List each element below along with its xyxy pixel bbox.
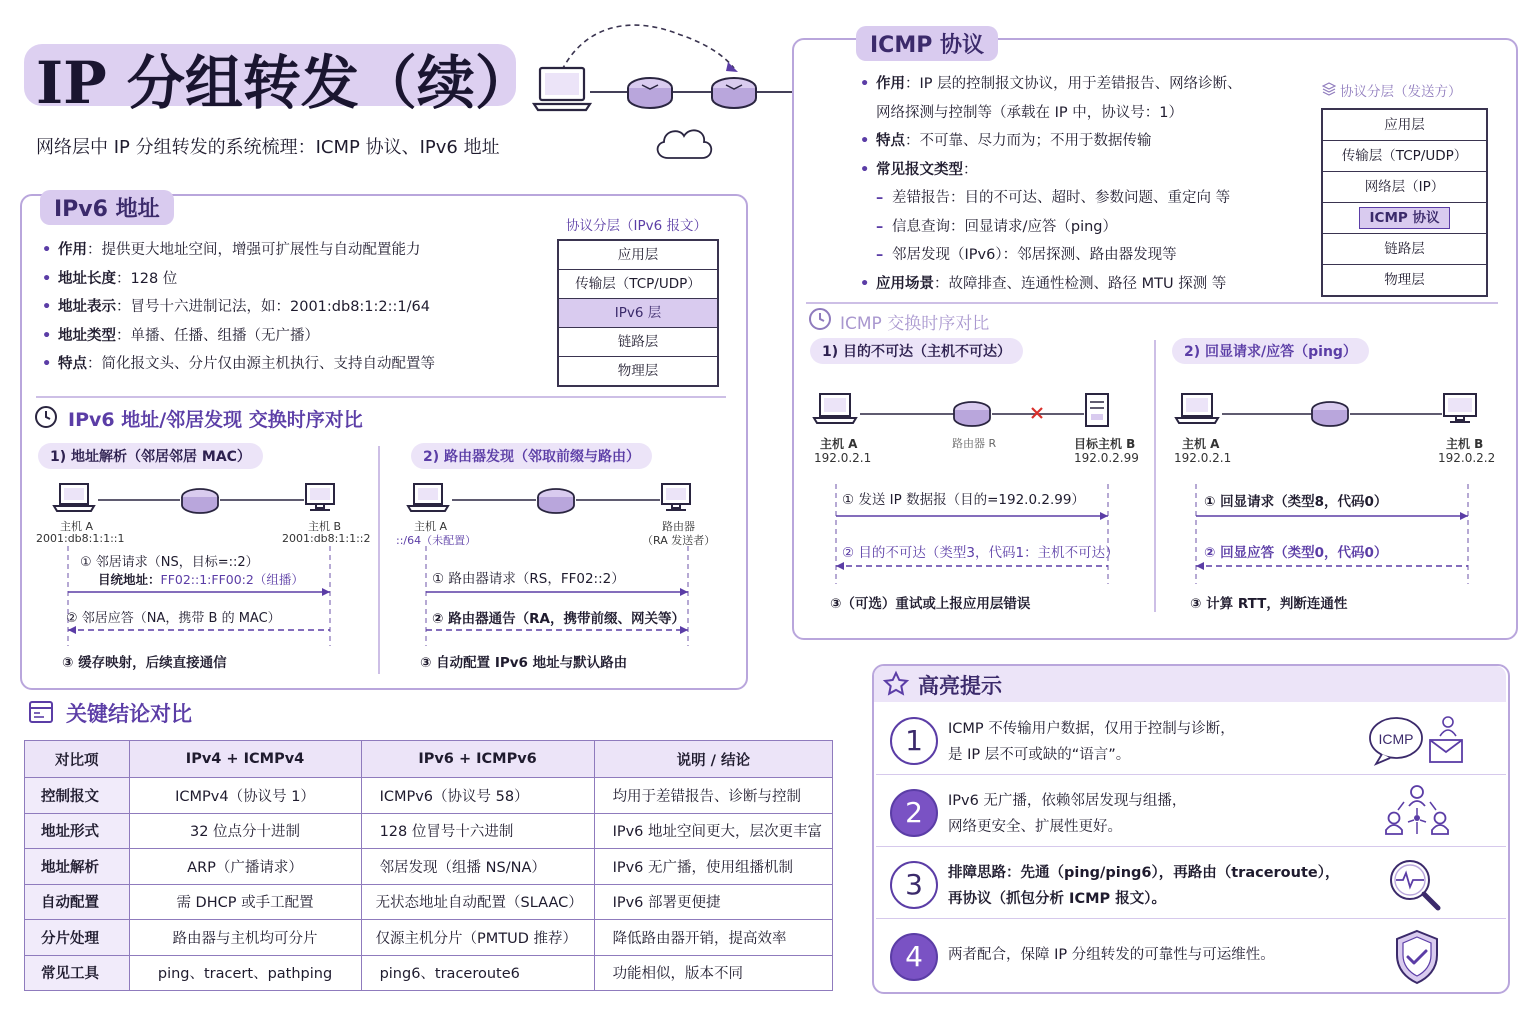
bullet-item: • 作用：IP 层的控制报文协议，用于差错报告、网络诊断、	[858, 70, 1242, 99]
table-cell: IPv6 部署更便捷	[594, 884, 832, 920]
table-header-cell: IPv6 + ICMPv6	[361, 741, 594, 778]
router-label: 路由器 R	[952, 437, 997, 450]
tip-number: 2	[890, 789, 938, 837]
icmp-heading: ICMP 协议	[856, 26, 998, 61]
table-cell: IPv6 无广播，使用组播机制	[594, 849, 832, 885]
table-cell: ping、tracert、pathping	[129, 955, 361, 991]
host-b-address: 2001:db8:1:1::2	[282, 532, 371, 545]
host-a-label: 主机 A	[60, 520, 94, 533]
ipv6-seq2-label: 2) 路由器发现（邻取前缀与路由）	[411, 443, 652, 469]
router-icon	[628, 78, 672, 108]
table-cell: 128 位冒号十六进制	[361, 813, 594, 849]
host-b-address: 192.0.2.2	[1438, 451, 1496, 465]
icmp-stack-title: 协议分层（发送方）	[1340, 84, 1462, 100]
stack-layer: 链路层	[559, 328, 717, 357]
icmp-seq1-label: 1) 目的不可达（主机不可达）	[810, 338, 1023, 364]
clock-icon	[34, 405, 58, 429]
icmp-bullets	[858, 70, 1242, 298]
tip-number: 3	[890, 861, 938, 909]
table-header-row	[25, 741, 833, 778]
router-label: 路由器	[662, 520, 695, 533]
stack-layer: 物理层	[1384, 272, 1425, 288]
ipv6-protocol-stack	[557, 239, 719, 387]
table-cell: IPv6 地址空间更大，层次更丰富	[594, 813, 832, 849]
ipv6-seq-divider	[378, 446, 380, 674]
bullet-subitem: – 邻居发现（IPv6）：邻居探测、路由器发现等	[858, 241, 1242, 270]
tip-text: IPv6 无广播，依赖邻居发现与组播， 网络更安全、扩展性更好。	[948, 793, 1187, 835]
send-datagram-label: ① 发送 IP 数据报（目的=192.0.2.99）	[842, 492, 1085, 508]
tip-text: 排障思路：先通（ping/ping6），再路由（traceroute）， 再协议（抓包分析 ICMP 报文）。	[948, 865, 1340, 907]
router-icon	[538, 489, 574, 513]
router-icon	[1312, 402, 1348, 426]
laptop-icon	[408, 484, 448, 511]
table-row	[25, 849, 833, 885]
table-header-cell: 对比项	[25, 741, 130, 778]
host-a-label: 主机 A	[414, 520, 448, 533]
compare-table	[24, 740, 833, 991]
table-cell: ping6、traceroute6	[361, 955, 594, 991]
table-row	[25, 813, 833, 849]
rtt-label: ③ 计算 RTT，判断连通性	[1190, 596, 1348, 612]
table-cell: 常见工具	[25, 955, 130, 991]
table-row	[25, 778, 833, 814]
table-cell: 降低路由器开销，提高效率	[594, 920, 832, 956]
tip-item	[876, 922, 1506, 990]
computer-icon	[306, 484, 334, 510]
target-host-address: 192.0.2.99	[1074, 451, 1139, 465]
stack-layer-highlight: ICMP 协议	[1323, 203, 1486, 234]
table-header-cell: IPv4 + ICMPv4	[129, 741, 361, 778]
tip-text: 两者配合，保障 IP 分组转发的可靠性与可运维性。	[948, 947, 1275, 963]
table-row	[25, 884, 833, 920]
icmp-bubble-text: ICMP	[1378, 731, 1414, 747]
magnifier-pulse-icon	[1384, 856, 1448, 914]
star-icon	[882, 670, 910, 698]
table-cell: 需 DHCP 或手工配置	[129, 884, 361, 920]
host-a-label: 主机 A	[820, 437, 858, 451]
router-icon	[712, 78, 756, 108]
table-cell: 邻居发现（组播 NS/NA）	[361, 849, 594, 885]
bullet-item: • 地址表示：冒号十六进制记法，如：2001:db8:1:2::1/64	[40, 293, 435, 322]
ipv6-bullets	[40, 236, 435, 379]
icmp-protocol-stack	[1321, 108, 1488, 297]
unreachable-label: ② 目的不可达（类型3，代码1：主机不可达）	[842, 545, 1119, 561]
bullet-item: • 地址类型：单播、任播、组播（无广播）	[40, 322, 435, 351]
bullet-item: • 作用：提供更大地址空间，增强可扩展性与自动配置能力	[40, 236, 435, 265]
cache-mapping-label: ③ 缓存映射，后续直接通信	[62, 655, 227, 671]
table-cell: 路由器与主机均可分片	[129, 920, 361, 956]
computer-icon	[1444, 394, 1476, 422]
stack-layer-highlight: IPv6 层	[559, 299, 717, 328]
router-icon	[954, 402, 990, 426]
stack-layer: 物理层	[617, 363, 659, 379]
target-host-label: 目标主机 B	[1074, 437, 1136, 451]
table-icon	[28, 700, 54, 724]
compare-heading: 关键结论对比	[66, 702, 192, 726]
table-cell: 地址解析	[25, 849, 130, 885]
echo-request-label: ① 回显请求（类型8，代码0）	[1204, 494, 1388, 510]
ns-target-address: 目统地址：FF02::1:FF00:2（组播）	[98, 572, 304, 587]
ipv6-heading: IPv6 地址	[40, 190, 174, 225]
network-people-icon	[1382, 782, 1452, 842]
table-cell: 32 位点分十进制	[129, 813, 361, 849]
table-cell: ICMPv6（协议号 58）	[361, 778, 594, 814]
tips-heading: 高亮提示	[918, 674, 1002, 698]
table-cell: ICMPv4（协议号 1）	[129, 778, 361, 814]
autoconfig-label: ③ 自动配置 IPv6 地址与默认路由	[420, 655, 628, 671]
ns-request-label: ① 邻居请求（NS，目标=::2）	[80, 555, 259, 570]
bullet-item: • 常见报文类型：	[858, 156, 1242, 185]
table-cell: 无状态地址自动配置（SLAAC）	[361, 884, 594, 920]
layers-icon	[1322, 82, 1336, 96]
page-title: IP 分组转发（续）	[36, 49, 533, 117]
echo-reply-label: ② 回显应答（类型0，代码0）	[1204, 545, 1388, 561]
error-x-icon	[1032, 408, 1042, 418]
stack-layer: 应用层	[559, 241, 717, 270]
table-row	[25, 920, 833, 956]
clock-icon	[808, 307, 832, 331]
bullet-item: • 特点：简化报文头、分片仅由源主机执行、支持自动配置等	[40, 350, 435, 379]
table-header-cell: 说明 / 结论	[594, 741, 832, 778]
ra-advert-label: ② 路由器通告（RA，携带前缀、网关等）	[432, 611, 685, 627]
rs-request-label: ① 路由器请求（RS，FF02::2）	[432, 571, 625, 587]
host-b-label: 主机 B	[1446, 437, 1484, 451]
bullet-item: • 特点：不可靠、尽力而为；不用于数据传输	[858, 127, 1242, 156]
table-row	[25, 955, 833, 991]
stack-layer: 网络层（IP）	[1323, 172, 1486, 203]
laptop-icon	[814, 394, 856, 423]
table-cell: 自动配置	[25, 884, 130, 920]
bullet-item: • 地址长度：128 位	[40, 265, 435, 294]
ipv6-stack-title: 协议分层（IPv6 报文）	[566, 218, 707, 234]
table-cell: 功能相似，版本不同	[594, 955, 832, 991]
tip-text: ICMP 不传输用户数据，仅用于控制与诊断， 是 IP 层不可或缺的“语言”。	[948, 721, 1235, 763]
bullet-subitem: – 差错报告：目的不可达、超时、参数问题、重定向 等	[858, 184, 1242, 213]
bullet-item: • 应用场景：故障排查、连通性检测、路径 MTU 探测 等	[858, 270, 1242, 299]
ipv6-seq-title: IPv6 地址/邻居发现 交换时序对比	[68, 409, 363, 431]
page-subtitle: 网络层中 IP 分组转发的系统梳理：ICMP 协议、IPv6 地址	[36, 137, 500, 158]
router-note: （RA 发送者）	[642, 534, 716, 547]
laptop-icon	[54, 484, 94, 511]
router-icon	[182, 489, 218, 513]
laptop-icon	[1176, 394, 1218, 423]
host-b-label: 主机 B	[308, 520, 342, 533]
table-cell: 控制报文	[25, 778, 130, 814]
laptop-icon	[534, 68, 590, 110]
tip-number: 1	[890, 717, 938, 765]
ipv6-divider	[36, 396, 726, 398]
icmp-seq2-label: 2) 回显请求/应答（ping）	[1172, 338, 1369, 364]
shield-check-icon	[1392, 928, 1442, 986]
table-cell: 地址形式	[25, 813, 130, 849]
stack-layer: 传输层（TCP/UDP）	[1323, 141, 1486, 172]
icmp-mail-icon	[1366, 710, 1466, 770]
host-a-label: 主机 A	[1182, 437, 1220, 451]
cloud-icon	[658, 130, 712, 158]
retry-label: ③（可选）重试或上报应用层错误	[830, 596, 1031, 612]
ipv6-seq1-label: 1) 地址解析（邻居邻居 MAC）	[38, 443, 263, 469]
tip-item	[876, 850, 1506, 919]
table-cell: 均用于差错报告、诊断与控制	[594, 778, 832, 814]
table-cell: ARP（广播请求）	[129, 849, 361, 885]
icmp-seq-divider	[1154, 340, 1156, 612]
icmp-seq-title: ICMP 交换时序对比	[840, 314, 990, 334]
na-reply-label: ② 邻居应答（NA，携带 B 的 MAC）	[66, 611, 281, 626]
bullet-subitem: – 信息查询：回显请求/应答（ping）	[858, 213, 1242, 242]
bullet-item-continued: 网络探测与控制等（承载在 IP 中，协议号：1）	[876, 104, 1183, 121]
server-icon	[1086, 394, 1108, 426]
stack-layer: 传输层（TCP/UDP）	[559, 270, 717, 299]
computer-icon	[662, 484, 690, 510]
host-a-address: 192.0.2.1	[1174, 451, 1232, 465]
table-cell: 分片处理	[25, 920, 130, 956]
stack-layer: 链路层	[1323, 234, 1486, 265]
icmp-divider	[806, 302, 1498, 304]
host-a-address: ::/64（未配置）	[396, 534, 477, 547]
tip-item	[876, 778, 1506, 847]
stack-layer: 应用层	[1323, 110, 1486, 141]
tip-number: 4	[890, 933, 938, 981]
table-cell: 仅源主机分片（PMTUD 推荐）	[361, 920, 594, 956]
tip-item	[876, 706, 1506, 775]
host-a-address: 2001:db8:1:1::1	[36, 532, 125, 545]
host-a-address: 192.0.2.1	[814, 451, 872, 465]
